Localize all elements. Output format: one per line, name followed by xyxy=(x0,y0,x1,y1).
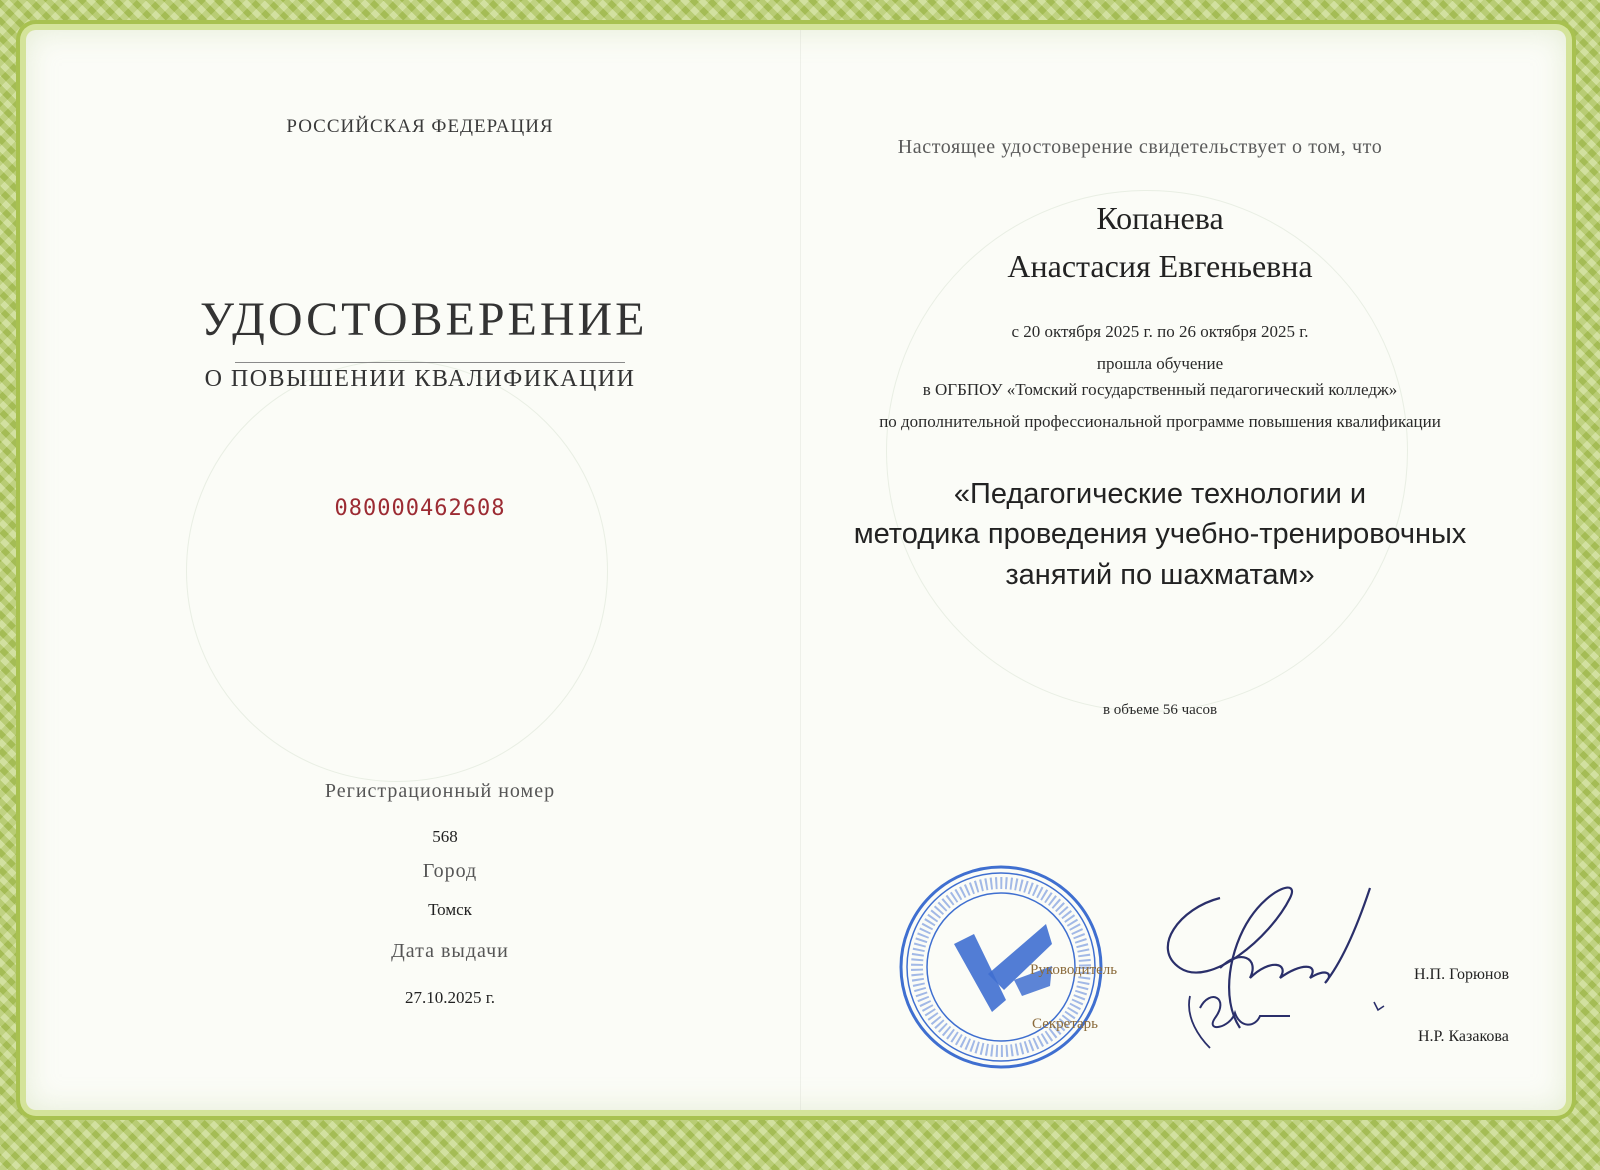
training-period: с 20 октября 2025 г. по 26 октября 2025 г. xyxy=(1011,322,1309,341)
issue-date-label: Дата выдачи xyxy=(391,940,509,962)
city-label: Город xyxy=(422,860,478,882)
handwritten-signature xyxy=(1160,878,1400,1078)
page-fold xyxy=(800,30,801,1110)
holder-given-names: Анастасия Евгеньевна xyxy=(1007,248,1313,284)
title-divider xyxy=(235,362,625,363)
program-type-text: по дополнительной профессиональной программе повышения квалификации xyxy=(879,412,1441,431)
studied-text: прошла обучение xyxy=(1096,354,1224,373)
city-value: Томск xyxy=(428,900,472,919)
registration-label: Регистрационный номер xyxy=(324,780,556,802)
issue-date-value: 27.10.2025 г. xyxy=(404,988,496,1007)
secretary-role-label: Секретарь xyxy=(1032,1016,1099,1032)
hours-text: в объеме 56 часов xyxy=(1102,702,1218,718)
country-heading: РОССИЙСКАЯ ФЕДЕРАЦИЯ xyxy=(286,116,554,137)
registration-number: 568 xyxy=(432,827,458,846)
program-title-line: методика проведения учебно-тренировочных xyxy=(853,518,1467,550)
intro-text: Настоящее удостоверение свидетельствует о том, что xyxy=(897,136,1383,158)
head-role-label: Руководитель xyxy=(1030,962,1118,978)
organization-text: в ОГБПОУ «Томский государственный педагогический колледж» xyxy=(922,380,1398,399)
secretary-name: Н.Р. Казакова xyxy=(1418,1028,1509,1045)
signature-mark xyxy=(1372,1000,1386,1012)
head-name: Н.П. Горюнов xyxy=(1414,966,1510,983)
document-title: УДОСТОВЕРЕНИЕ xyxy=(200,293,648,346)
document-subtitle: О ПОВЫШЕНИИ КВАЛИФИКАЦИИ xyxy=(204,366,636,392)
program-title-line: занятий по шахматам» xyxy=(1005,559,1315,591)
serial-number: 080000462608 xyxy=(334,496,506,521)
program-title-line: «Педагогические технологии и xyxy=(953,478,1367,510)
holder-surname: Копанева xyxy=(1096,200,1224,236)
